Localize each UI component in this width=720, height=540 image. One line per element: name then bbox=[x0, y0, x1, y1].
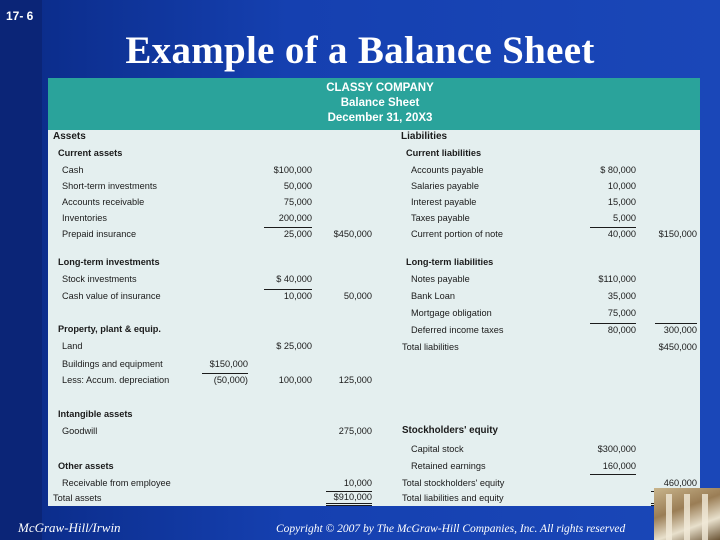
equity-label: Retained earnings bbox=[411, 461, 486, 471]
ppe-total: 125,000 bbox=[338, 375, 372, 385]
lt-investments-total: 50,000 bbox=[343, 291, 372, 301]
asset-label: Land bbox=[62, 341, 83, 351]
left-stripe bbox=[0, 0, 42, 540]
liability-label: Notes payable bbox=[411, 274, 470, 284]
asset-subamount: $150,000 bbox=[209, 359, 248, 369]
copyright-footer: Copyright © 2007 by The McGraw-Hill Companies, Inc. All rights reserved bbox=[276, 523, 626, 535]
asset-label: Buildings and equipment bbox=[62, 359, 163, 369]
asset-label: Prepaid insurance bbox=[62, 229, 137, 239]
liability-label: Current portion of note bbox=[411, 229, 503, 239]
current-assets-heading: Current assets bbox=[58, 148, 123, 158]
equity-subtotal-rule bbox=[590, 474, 636, 475]
liability-amount: 75,000 bbox=[607, 308, 636, 318]
publisher-footer: McGraw-Hill/Irwin bbox=[18, 520, 121, 535]
asset-label: Inventories bbox=[62, 213, 107, 223]
balance-sheet bbox=[48, 78, 700, 506]
asset-label: Accounts receivable bbox=[62, 197, 145, 207]
total-equity-amount: 460,000 bbox=[663, 478, 697, 488]
asset-amount: $100,000 bbox=[273, 165, 312, 175]
asset-amount: $ 25,000 bbox=[276, 341, 312, 351]
liability-amount: $110,000 bbox=[598, 274, 636, 284]
asset-label: Stock investments bbox=[62, 274, 137, 284]
asset-amount: 75,000 bbox=[283, 197, 312, 207]
liability-amount: 40,000 bbox=[590, 227, 636, 240]
lt-investments-heading: Long-term investments bbox=[58, 257, 160, 267]
total-liabilities-amount: $450,000 bbox=[658, 342, 697, 352]
slide-title: Example of a Balance Sheet bbox=[125, 29, 595, 72]
statement-date: December 31, 20X3 bbox=[327, 112, 433, 124]
equity-amount: 160,000 bbox=[602, 461, 636, 471]
liability-amount: 80,000 bbox=[590, 323, 636, 336]
liability-label: Taxes payable bbox=[411, 213, 470, 223]
lt-liabilities-total: 300,000 bbox=[655, 323, 697, 336]
liabilities-heading: Liabilities bbox=[401, 131, 448, 142]
asset-amount: 200,000 bbox=[278, 213, 312, 223]
current-liabilities-total: $150,000 bbox=[658, 229, 697, 239]
liability-label: Salaries payable bbox=[411, 181, 479, 191]
asset-amount: $ 40,000 bbox=[276, 274, 312, 284]
asset-label: Cash bbox=[62, 165, 84, 175]
liability-amount: 5,000 bbox=[613, 213, 636, 223]
asset-subamount: (50,000) bbox=[202, 373, 248, 386]
statement-name: Balance Sheet bbox=[340, 97, 420, 109]
ppe-heading: Property, plant & equip. bbox=[58, 324, 161, 334]
total-assets-amount: $910,000 bbox=[326, 491, 372, 506]
asset-amount: 100,000 bbox=[278, 375, 312, 385]
liability-amount: 35,000 bbox=[607, 291, 636, 301]
asset-label: Short-term investments bbox=[62, 181, 157, 191]
liability-label: Accounts payable bbox=[411, 165, 484, 175]
other-assets-total: 10,000 bbox=[343, 478, 372, 488]
current-assets-total: $450,000 bbox=[333, 229, 372, 239]
asset-label: Less: Accum. depreciation bbox=[62, 375, 170, 385]
liability-amount: 15,000 bbox=[607, 197, 636, 207]
intangible-total: 275,000 bbox=[338, 426, 372, 436]
asset-amount: 25,000 bbox=[264, 227, 312, 240]
asset-amount: 50,000 bbox=[283, 181, 312, 191]
total-liabilities-equity-label: Total liabilities and equity bbox=[402, 493, 504, 503]
other-assets-heading: Other assets bbox=[58, 461, 114, 471]
corner-decoration-image bbox=[654, 488, 720, 540]
liability-amount: 10,000 bbox=[607, 181, 636, 191]
liability-amount: $ 80,000 bbox=[600, 165, 636, 175]
equity-label: Capital stock bbox=[411, 444, 464, 454]
total-liabilities-label: Total liabilities bbox=[402, 342, 459, 352]
total-assets-label: Total assets bbox=[53, 493, 102, 503]
asset-amount: 10,000 bbox=[264, 289, 312, 302]
liability-label: Bank Loan bbox=[411, 291, 455, 301]
liability-label: Interest payable bbox=[411, 197, 477, 207]
assets-heading: Assets bbox=[53, 131, 86, 142]
equity-heading: Stockholders' equity bbox=[402, 425, 498, 436]
intangible-heading: Intangible assets bbox=[58, 409, 133, 419]
company-name: CLASSY COMPANY bbox=[326, 82, 434, 94]
lt-liabilities-heading: Long-term liabilities bbox=[406, 257, 494, 267]
liability-label: Mortgage obligation bbox=[411, 308, 492, 318]
liability-label: Deferred income taxes bbox=[411, 325, 504, 335]
total-equity-label: Total stockholders' equity bbox=[402, 478, 505, 488]
asset-label: Cash value of insurance bbox=[62, 291, 161, 301]
current-liabilities-heading: Current liabilities bbox=[406, 148, 482, 158]
slide-number: 17- 6 bbox=[6, 9, 34, 23]
asset-label: Receivable from employee bbox=[62, 478, 171, 488]
equity-amount: $300,000 bbox=[597, 444, 636, 454]
asset-label: Goodwill bbox=[62, 426, 98, 436]
balance-sheet-header bbox=[48, 78, 700, 130]
